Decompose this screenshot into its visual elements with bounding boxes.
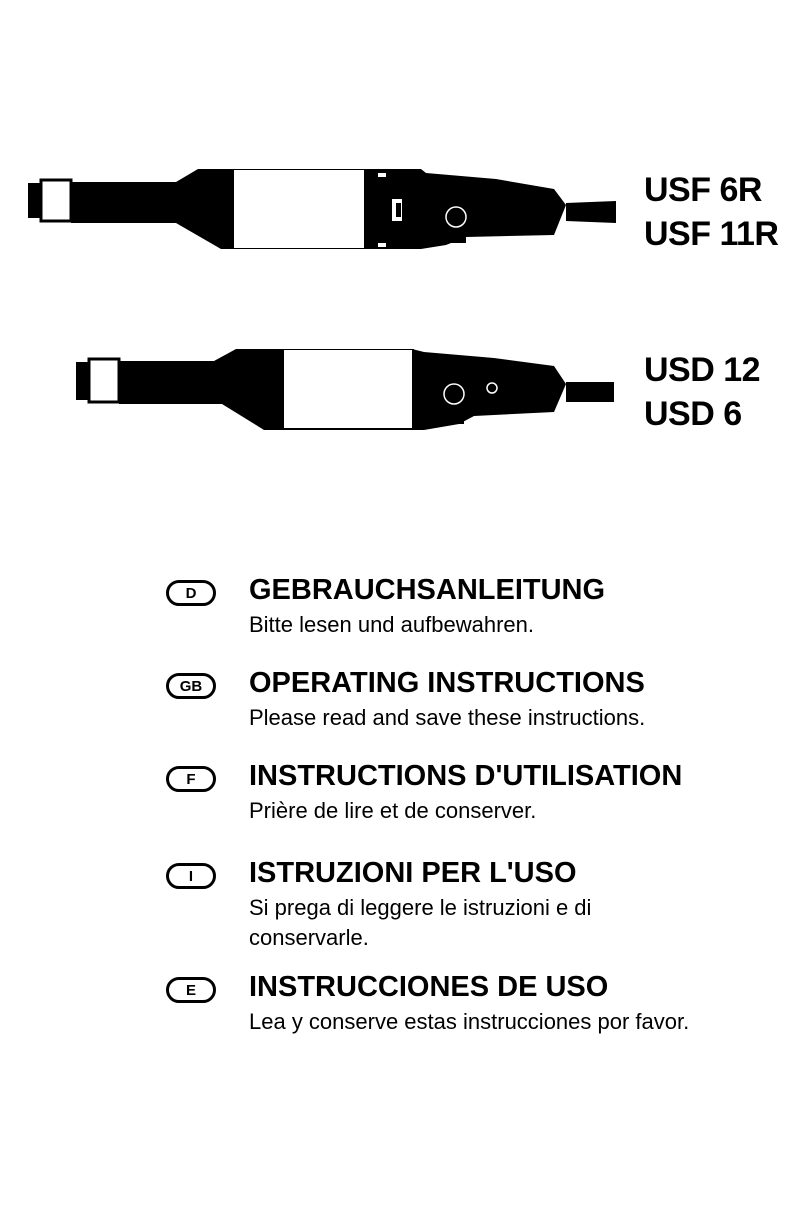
language-badge: D [166, 580, 216, 606]
language-badge: E [166, 977, 216, 1003]
lang-title: OPERATING INSTRUCTIONS [249, 667, 645, 699]
lang-subtitle: Prière de lire et de conserver. [249, 798, 537, 823]
lang-subtitle: Please read and save these instructions. [249, 705, 646, 730]
model-list-usf [644, 168, 778, 256]
lang-title: INSTRUCCIONES DE USO [249, 971, 609, 1003]
language-badge: I [166, 863, 216, 889]
model-name: USF 6R [644, 171, 762, 209]
model-name: USD 6 [644, 395, 742, 433]
lang-title: GEBRAUCHSANLEITUNG [249, 574, 606, 606]
lang-subtitle: Lea y conserve estas instrucciones por favor. [249, 1009, 690, 1034]
model-name: USD 12 [644, 351, 761, 389]
language-badge: F [166, 766, 216, 792]
lang-subtitle: Si prega di leggere le istruzioni e di conservarle. [249, 895, 592, 950]
lang-title: INSTRUCTIONS D'UTILISATION [249, 760, 683, 792]
lang-title: ISTRUZIONI PER L'USO [249, 857, 577, 889]
model-name: USF 11R [644, 215, 779, 253]
grinder-illustration-usf [26, 165, 626, 255]
straight-grinder-icon [74, 346, 619, 434]
straight-grinder-icon [26, 165, 626, 255]
language-badge: GB [166, 673, 216, 699]
model-list-usd [644, 348, 760, 436]
grinder-illustration-usd [74, 346, 619, 434]
lang-subtitle: Bitte lesen und aufbewahren. [249, 612, 534, 637]
